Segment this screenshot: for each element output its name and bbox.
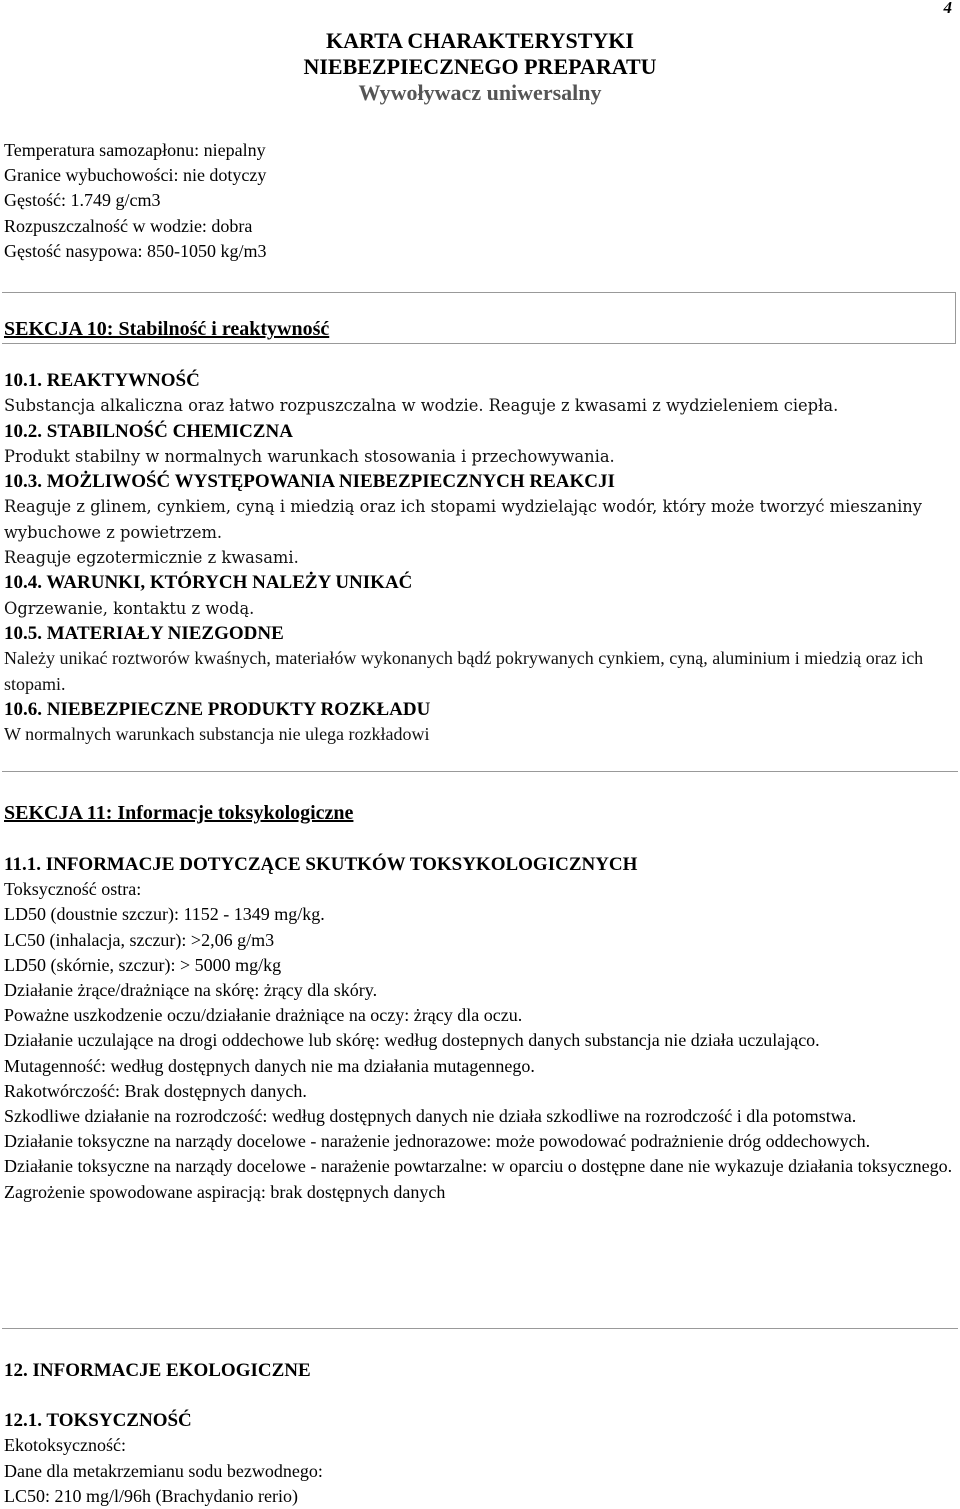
tox-line: LD50 (skórnie, szczur): > 5000 mg/kg: [4, 954, 282, 975]
tox-line: Działanie toksyczne na narządy docelowe - narażenie powtarzalne: w oparciu o dostępne dane nie wykazuje działania toksycznego.: [4, 1156, 953, 1177]
document-header: [0, 28, 960, 106]
property-line: Granice wybuchowości: nie dotyczy: [4, 165, 267, 186]
tox-line: Szkodliwe działanie na rozrodczość: według dostępnych danych nie działa szkodliwe na rozrodczość i dla potomstwa.: [4, 1106, 857, 1127]
physical-properties: [4, 138, 956, 264]
tox-line: LC50 (inhalacja, szczur): >2,06 g/m3: [4, 929, 275, 950]
subsection-text: Substancja alkaliczna oraz łatwo rozpuszczalna w wodzie. Reaguje z kwasami z wydzieleniem ciepła.: [4, 396, 839, 416]
tox-line: Mutagenność: według dostępnych danych nie ma działania mutagennego.: [4, 1055, 535, 1076]
property-line: Temperatura samozapłonu: niepalny: [4, 140, 266, 160]
header-line-1: KARTA CHARAKTERYSTYKI: [326, 28, 634, 53]
property-line: Gęstość nasypowa: 850-1050 kg/m3: [4, 240, 267, 261]
subsection-title: 10.3. MOŻLIWOŚĆ WYSTĘPOWANIA NIEBEZPIECZNYCH REAKCJI: [4, 471, 615, 493]
subsection-title: 10.5. MATERIAŁY NIEZGODNE: [4, 622, 284, 644]
subsection-text: Należy unikać roztworów kwaśnych, materiałów wykonanych bądź pokrywanych cynkiem, cyną, aluminium i miedzią oraz ich stopami.: [4, 648, 924, 694]
property-line: Gęstość: 1.749 g/cm3: [4, 190, 161, 211]
subsection-text: Reaguje egzotermicznie z kwasami.: [4, 548, 299, 568]
subsection-text: W normalnych warunkach substancja nie ulega rozkładowi: [4, 724, 430, 745]
subsection-text: Produkt stabilny w normalnych warunkach stosowania i przechowywania.: [4, 446, 615, 466]
tox-line: Działanie uczulające na drogi oddechowe lub skórę: według dostepnych danych substancja nie działa uczulająco.: [4, 1030, 820, 1051]
header-line-2: NIEBEZPIECZNEGO PREPARATU: [303, 54, 657, 79]
section-divider: [2, 771, 958, 772]
header-product-name: Wywoływacz uniwersalny: [358, 80, 602, 105]
tox-line: Poważne uszkodzenie oczu/działanie drażniące na oczy: żrący dla oczu.: [4, 1005, 523, 1026]
tox-line: Rakotwórczość: Brak dostępnych danych.: [4, 1080, 307, 1101]
tox-line: Zagrożenie spowodowane aspiracją: brak dostępnych danych: [4, 1181, 446, 1202]
subsection-text: Reaguje z glinem, cynkiem, cyną i miedzią oraz ich stopami wydzielając wodór, który może tworzyć mieszaniny wybuchowe z powietrzem.: [4, 497, 922, 542]
property-line: Rozpuszczalność w wodzie: dobra: [4, 215, 253, 236]
page-number: 4: [943, 0, 952, 17]
subsection-title: 10.1. REAKTYWNOŚĆ: [4, 370, 200, 391]
section-10-title: SEKCJA 10: Stabilność i reaktywność: [4, 318, 330, 340]
tox-line: Toksyczność ostra:: [4, 879, 142, 900]
eco-line: Dane dla metakrzemianu sodu bezwodnego:: [4, 1460, 323, 1481]
section-11-body: [4, 852, 956, 1205]
subsection-text: Ogrzewanie, kontaktu z wodą.: [4, 598, 255, 618]
subsection-title: 11.1. INFORMACJE DOTYCZĄCE SKUTKÓW TOKSYKOLOGICZNYCH: [4, 854, 638, 875]
section-11-title: SEKCJA 11: Informacje toksykologiczne: [4, 802, 354, 824]
section-12-title: 12. INFORMACJE EKOLOGICZNE: [4, 1360, 311, 1381]
eco-line: Ekotoksyczność:: [4, 1435, 126, 1456]
subsection-title: 10.2. STABILNOŚĆ CHEMICZNA: [4, 420, 293, 442]
subsection-title: 10.4. WARUNKI, KTÓRYCH NALEŻY UNIKAĆ: [4, 572, 413, 594]
tox-line: Działanie toksyczne na narządy docelowe - narażenie jednorazowe: może powodować podrażnienie dróg oddechowych.: [4, 1131, 871, 1152]
section-12-body: [4, 1358, 956, 1509]
tox-line: LD50 (doustnie szczur): 1152 - 1349 mg/kg.: [4, 904, 325, 925]
eco-line: LC50: 210 mg/l/96h (Brachydanio rerio): [4, 1485, 298, 1506]
subsection-title: 10.6. NIEBEZPIECZNE PRODUKTY ROZKŁADU: [4, 698, 431, 720]
subsection-title: 12.1. TOKSYCZNOŚĆ: [4, 1410, 192, 1432]
section-divider: [2, 1328, 958, 1329]
section-10-body: [4, 368, 956, 747]
tox-line: Działanie żrące/drażniące na skórę: żrący dla skóry.: [4, 980, 378, 1001]
